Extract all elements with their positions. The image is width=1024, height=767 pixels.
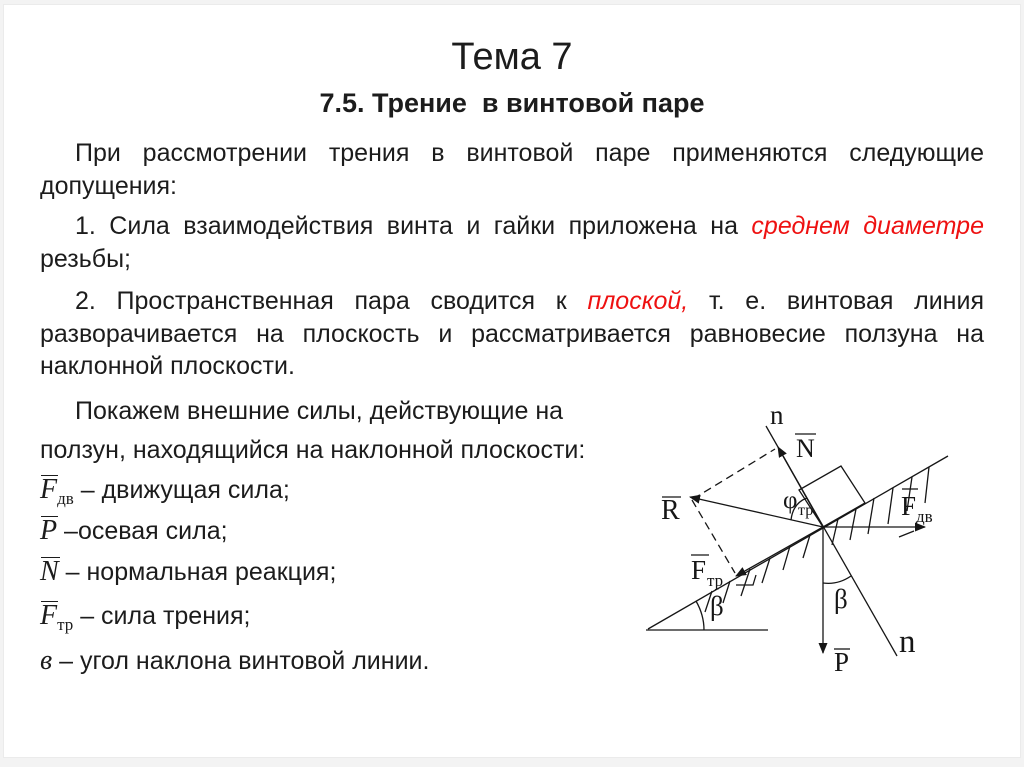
definition-axial-force: P –осевая сила; xyxy=(40,514,984,557)
label-driving-force-sub: дв xyxy=(916,507,933,526)
highlight-mean-diameter: среднем диаметре xyxy=(751,212,984,240)
symbol-beta: в xyxy=(40,645,53,676)
dashed-parallelogram-top xyxy=(693,449,775,499)
label-driving-force: F xyxy=(901,491,917,521)
label-axial-force: P xyxy=(834,647,850,677)
label-n-top: n xyxy=(770,400,784,430)
definition-friction-force: $F_{тр}$ – сила трения; xyxy=(40,599,984,642)
force-diagram xyxy=(600,398,1020,690)
beta-left-arc xyxy=(696,601,704,630)
slide-subtitle: 7.5. Трение в винтовой паре xyxy=(319,88,705,118)
assumption-2-line2: разворачивается на плоскость и рассматривается равновесие ползуна на xyxy=(40,320,984,348)
assumption-2-line3: наклонной плоскости. xyxy=(40,352,295,380)
forces-intro-line1: Покажем внешние силы, действующие на xyxy=(75,397,564,425)
label-friction-force: F xyxy=(691,555,707,585)
symbol-p: P xyxy=(40,515,58,546)
slide-title: Тема 7 xyxy=(451,36,573,78)
assumption-1-line1: 1. Сила взаимодействия винта и гайки приложена на среднем диаметре xyxy=(75,212,984,240)
incline-hatching xyxy=(705,467,929,612)
label-friction-angle: φ xyxy=(783,487,798,514)
definition-helix-angle: в – угол наклона винтовой линии. xyxy=(40,645,430,676)
label-beta-right: β xyxy=(834,584,848,614)
label-resultant: R xyxy=(661,495,680,526)
beta-right-arc xyxy=(823,576,851,583)
symbol-f-dv: $F_{дв}$ xyxy=(40,474,74,508)
definition-driving-force: $F_{дв}$ – движущая сила; xyxy=(40,473,984,516)
symbol-f-tr: $F_{тр}$ xyxy=(40,600,74,634)
assumption-2-line1: 2. Пространственная пара сводится к плоской, т. е. винтовая линия xyxy=(75,287,984,315)
forces-intro-line2: ползун, находящийся на наклонной плоскости: xyxy=(40,436,586,464)
definition-normal-reaction: N – нормальная реакция; xyxy=(40,555,984,598)
vector-friction-force xyxy=(736,527,823,576)
paragraph-intro-line1: При рассмотрении трения в винтовой паре применяются следующие xyxy=(75,139,984,167)
label-friction-force-sub: тр xyxy=(707,571,724,590)
symbol-n: N xyxy=(40,556,59,587)
highlight-planar: плоской, xyxy=(587,287,689,315)
assumption-1-line2: резьбы; xyxy=(40,245,131,273)
label-beta-left: β xyxy=(710,591,724,621)
label-friction-angle-sub: тр xyxy=(798,502,814,519)
label-n-bottom: n xyxy=(899,624,916,660)
paragraph-intro-line2: допущения: xyxy=(40,172,177,200)
label-normal-force: N xyxy=(796,434,815,463)
